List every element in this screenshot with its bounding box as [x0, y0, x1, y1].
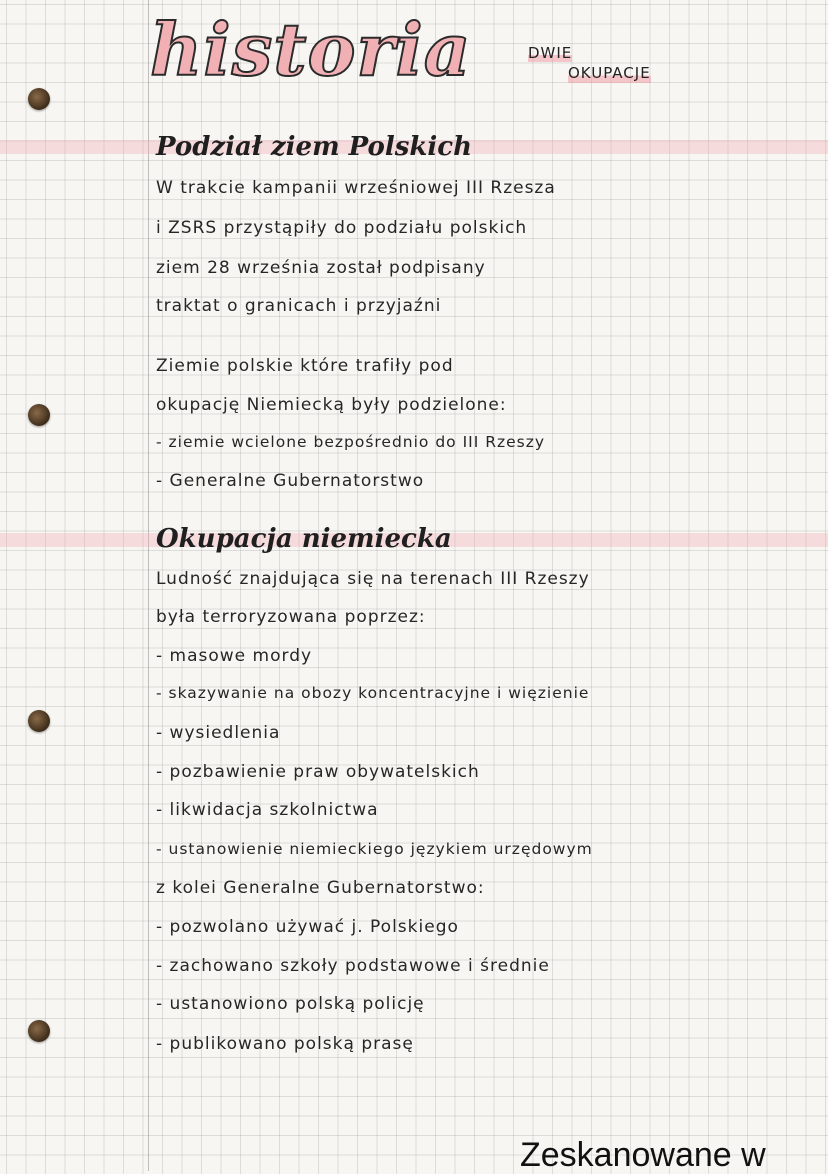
note-line: W trakcie kampanii wrześniowej III Rzesza	[156, 178, 556, 198]
scan-watermark: Zeskanowane w	[520, 1136, 766, 1174]
binder-hole	[28, 1020, 50, 1042]
binder-hole	[28, 404, 50, 426]
list-item: - likwidacja szkolnictwa	[156, 800, 379, 820]
page-subtitle	[528, 44, 651, 83]
list-item: - ziemie wcielone bezpośrednio do III Rzeszy	[156, 433, 546, 451]
list-item: - zachowano szkoły podstawowe i średnie	[156, 956, 550, 976]
binder-hole	[28, 710, 50, 732]
note-line: okupację Niemiecką były podzielone:	[156, 395, 507, 415]
list-item: - masowe mordy	[156, 646, 313, 666]
page-title: historia	[150, 7, 472, 92]
note-line: z kolei Generalne Gubernatorstwo:	[156, 878, 485, 898]
note-line: była terroryzowana poprzez:	[156, 607, 426, 627]
note-line: i ZSRS przystąpiły do podziału polskich	[156, 218, 528, 238]
page-margin-line	[148, 0, 149, 1171]
subtitle-line-1: DWIE	[528, 44, 573, 62]
binder-hole	[28, 88, 50, 110]
list-item: - Generalne Gubernatorstwo	[156, 471, 425, 491]
note-line: Ziemie polskie które trafiły pod	[156, 356, 454, 376]
list-item: - skazywanie na obozy koncentracyjne i więzienie	[156, 684, 590, 702]
list-item: - pozbawienie praw obywatelskich	[156, 762, 480, 782]
section-heading-podzial: Podział ziem Polskich	[156, 132, 472, 162]
note-line: ziem 28 września został podpisany	[156, 258, 486, 278]
note-line: Ludność znajdująca się na terenach III Rzeszy	[156, 569, 590, 589]
list-item: - ustanowienie niemieckiego językiem urzędowym	[156, 840, 593, 858]
list-item: - ustanowiono polską policję	[156, 994, 425, 1014]
list-item: - wysiedlenia	[156, 723, 281, 743]
section-heading-okupacja: Okupacja niemiecka	[156, 524, 452, 554]
list-item: - pozwolano używać j. Polskiego	[156, 917, 459, 937]
subtitle-line-2: OKUPACJE	[568, 63, 651, 82]
note-line: traktat o granicach i przyjaźni	[156, 296, 442, 316]
list-item: - publikowano polską prasę	[156, 1034, 414, 1054]
